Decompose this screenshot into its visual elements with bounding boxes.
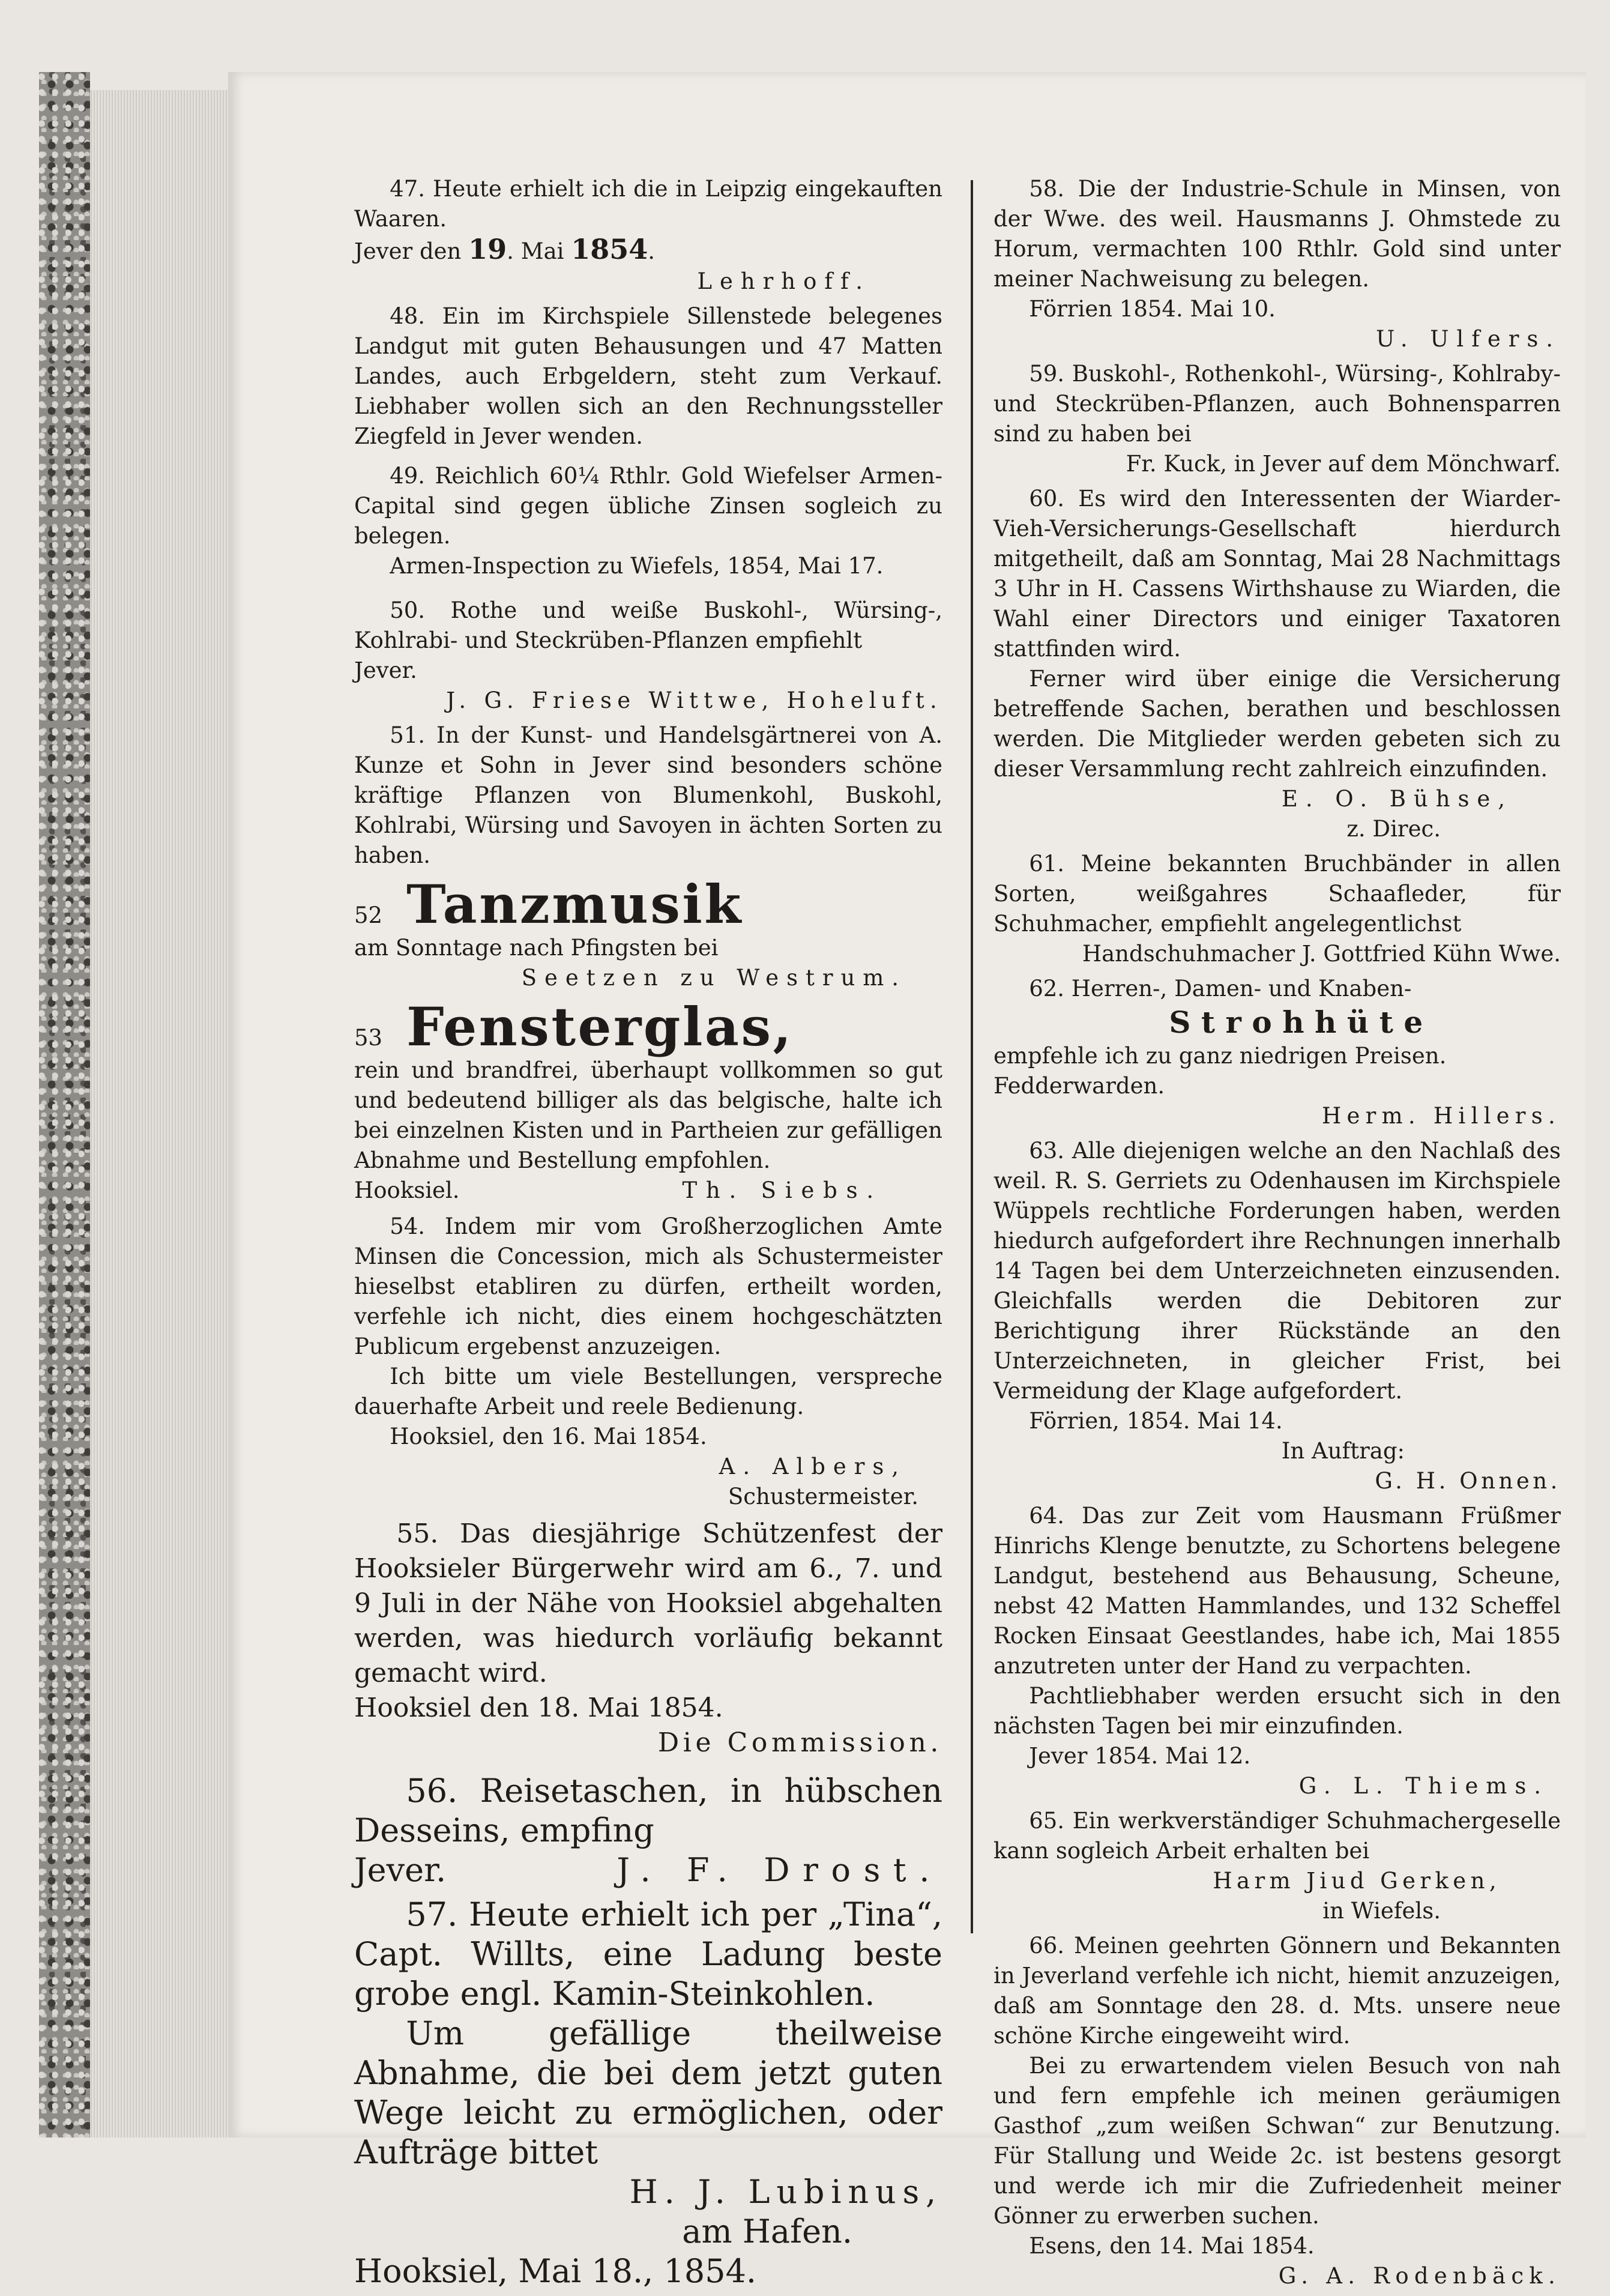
notice-text: 47. Heute erhielt ich die in Leipzig eingekauften Waaren. xyxy=(354,176,942,232)
notice-date: Jever den 19. Mai 1854. xyxy=(354,233,656,265)
notice-56 xyxy=(354,1771,942,1890)
notice-heading: Strohhüte xyxy=(1169,1005,1434,1040)
notice-text-2: Um gefällige theilweise Abnahme, die bei dem jetzt guten Wege leicht zu ermöglichen, oder Aufträge bittet xyxy=(354,2014,942,2171)
column-divider xyxy=(971,180,973,1933)
page-edges xyxy=(90,90,228,2137)
notice-text: 65. Ein werkverständiger Schuhmachergeselle kann sogleich Arbeit erhalten bei xyxy=(993,1808,1561,1864)
notice-date: Förrien, 1854. Mai 14. xyxy=(1029,1408,1283,1434)
notice-heading: Tanzmusik xyxy=(406,873,743,935)
notice-signature-place: in Wiefels. xyxy=(1322,1898,1441,1924)
notice-text: 59. Buskohl-, Rothenkohl-, Würsing-, Kohlraby- und Steckrüben-Pflanzen, auch Bohnensparren sind zu haben bei xyxy=(993,361,1561,447)
notice-63 xyxy=(993,1136,1561,1496)
notice-date: Förrien 1854. Mai 10. xyxy=(1029,296,1276,322)
notice-61 xyxy=(993,849,1561,969)
notice-date: Hooksiel den 18. Mai 1854. xyxy=(354,1693,723,1723)
notice-signature: Fr. Kuck, in Jever auf dem Mönchwarf. xyxy=(1126,451,1561,477)
notice-66 xyxy=(993,1931,1561,2291)
notice-text: 64. Das zur Zeit vom Hausmann Früßmer Hinrichs Klenge benutzte, zu Schortens belegene Landgut, bestehend aus Behausung, Scheune, nebst 42 Matten Hammlandes, und 132 Scheffel Rocken Einsaat Geestlandes, habe ich, Mai 1855 anzutreten unter der Hand zu verpachten. xyxy=(993,1503,1561,1679)
notice-text-2: Ich bitte um viele Bestellungen, verspreche dauerhafte Arbeit und reele Bedienung. xyxy=(354,1364,942,1419)
notice-signature: Lehrhoff. xyxy=(697,268,870,294)
notice-date: Jever 1854. Mai 12. xyxy=(1029,1743,1251,1769)
notice-49 xyxy=(354,461,942,581)
notice-text: 63. Alle diejenigen welche an den Nachlaß des weil. R. S. Gerriets zu Odenhausen im Kirchspiele Wüppels rechtliche Forderungen haben, werden hiedurch aufgefordert ihre Rechnungen innerhalb 14 Tagen bei dem Unterzeichneten einzusenden. Gleichfalls werden die Debitoren zur Berichtigung ihrer Rückstände an den Unterzeichneten, in gleicher Frist, bei Vermeidung der Klage aufgefordert. xyxy=(993,1138,1561,1404)
notice-text: 60. Es wird den Interessenten der Wiarder-Vieh-Versicherungs-Gesellschaft hierdurch mitgetheilt, daß am Sonntag, Mai 28 Nachmittags 3 Uhr in H. Cassens Wirthshause zu Wiarden, die Wahl einer Directors und einiger Taxatoren stattfinden wird. xyxy=(993,486,1561,662)
notice-51 xyxy=(354,721,942,871)
notice-text: 51. In der Kunst- und Handelsgärtnerei von A. Kunze et Sohn in Jever sind besonders schöne kräftige Pflanzen von Blumenkohl, Buskohl, Kohlrabi, Würsing und Savoyen in ächten Sorten zu haben. xyxy=(354,722,942,868)
notice-signature: Die Commission. xyxy=(657,1727,942,1758)
notice-text: 58. Die der Industrie-Schule in Minsen, von der Wwe. des weil. Hausmanns J. Ohmstede zu Horum, vermachten 100 Rthlr. Gold sind unter meiner Nachweisung zu belegen. xyxy=(993,176,1561,292)
notice-text: 57. Heute erhielt ich per „Tina“, Capt. Willts, eine Ladung beste grobe engl. Kamin-Steinkohlen. xyxy=(354,1896,942,2013)
notice-signature: Handschuhmacher J. Gottfried Kühn Wwe. xyxy=(1082,941,1561,967)
notice-signature: G. H. Onnen. xyxy=(1375,1468,1561,1494)
notice-52 xyxy=(354,875,942,993)
notice-text-2: Bei zu erwartendem vielen Besuch von nah und fern empfehle ich meinen geräumigen Gasthof „zum weißen Schwan“ zur Benutzung. Für Stallung und Weide 2c. ist bestens gesorgt und werde ich mir die Zufriedenheit meiner Gönner zu erwerben suchen. xyxy=(993,2053,1561,2229)
notice-text: rein und brandfrei, überhaupt vollkommen so gut und bedeutend billiger als das belgische, halte ich bei einzelnen Kisten und in Partheien zur gefälligen Abnahme und Bestellung empfohlen. xyxy=(354,1057,942,1173)
notice-signature: G. L. Thiems. xyxy=(1298,1773,1549,1799)
notice-text: 66. Meinen geehrten Gönnern und Bekannten in Jeverland verfehle ich nicht, hiemit anzuzeigen, daß am Sonntage den 28. d. Mts. unsere neue schöne Kirche eingeweiht wird. xyxy=(993,1933,1561,2049)
notice-58 xyxy=(993,174,1561,354)
notice-number: 52 xyxy=(354,902,383,928)
notice-place: Fedderwarden. xyxy=(993,1073,1165,1099)
notice-heading: Fensterglas, xyxy=(406,995,794,1058)
notice-text: 49. Reichlich 60¼ Rthlr. Gold Wiefelser Armen-Capital sind gegen übliche Zinsen sogleich zu belegen. xyxy=(354,463,942,549)
notice-47 xyxy=(354,174,942,297)
notice-53 xyxy=(354,995,942,1206)
notice-signature: J. F. Drost. xyxy=(617,1851,942,1889)
notice-62 xyxy=(993,974,1561,1131)
notice-number: 53 xyxy=(354,1025,383,1051)
notice-signature: J. G. Friese Wittwe, Hoheluft. xyxy=(446,687,942,713)
notice-place: Hooksiel. xyxy=(354,1177,460,1203)
notice-text: 50. Rothe und weiße Buskohl-, Würsing-, Kohlrabi- und Steckrüben-Pflanzen empfiehlt xyxy=(354,597,942,653)
notice-text-2: empfehle ich zu ganz niedrigen Preisen. xyxy=(993,1043,1447,1069)
notice-signature: Herm. Hillers. xyxy=(1321,1103,1561,1129)
notice-50 xyxy=(354,596,942,716)
notice-text: 61. Meine bekannten Bruchbänder in allen Sorten, weißgahres Schaafleder, für Schuhmacher, empfiehlt angelegentlichst xyxy=(993,851,1561,937)
notice-signature: Harm Jiud Gerken, xyxy=(1213,1868,1501,1894)
notice-48 xyxy=(354,301,942,452)
notice-signature: Th. Siebs. xyxy=(682,1177,882,1203)
notice-signature-address: am Hafen. xyxy=(682,2213,852,2250)
notice-55 xyxy=(354,1517,942,1760)
left-column xyxy=(354,174,942,2296)
right-column xyxy=(993,174,1561,2296)
notice-text: 48. Ein im Kirchspiele Sillenstede belegenes Landgut mit guten Behausungen und 47 Matten Landes, auch Erbgeldern, steht zum Verkauf. Liebhaber wollen sich an den Rechnungssteller Ziegfeld in Jever wenden. xyxy=(354,303,942,449)
notice-date: Hooksiel, den 16. Mai 1854. xyxy=(390,1424,707,1449)
notice-60 xyxy=(993,484,1561,844)
notice-65 xyxy=(993,1806,1561,1926)
notice-signature: E. O. Bühse, xyxy=(1281,786,1513,812)
notice-signature: G. A. Rodenbäck. xyxy=(1278,2263,1561,2289)
notice-signature: Armen-Inspection zu Wiefels, 1854, Mai 17. xyxy=(390,553,884,579)
notice-text: 55. Das diesjährige Schützenfest der Hooksieler Bürgerwehr wird am 6., 7. und 9 Juli in der Nähe von Hooksiel abgehalten werden, was hiedurch vorläufig bekannt gemacht wird. xyxy=(354,1518,942,1688)
notice-64 xyxy=(993,1501,1561,1801)
notice-text: 54. Indem mir vom Großherzoglichen Amte Minsen die Concession, mich als Schustermeister hieselbst etabliren zu dürfen, ertheilt worden, verfehle ich nicht, dies einem hochgeschätzten Publicum ergebenst anzuzeigen. xyxy=(354,1213,942,1359)
notice-date: Esens, den 14. Mai 1854. xyxy=(1029,2233,1315,2259)
notice-text: 62. Herren-, Damen- und Knaben- xyxy=(1029,976,1412,1001)
notice-text-2: Pachtliebhaber werden ersucht sich in den nächsten Tagen bei mir einzufinden. xyxy=(993,1683,1561,1739)
notice-place: Jever. xyxy=(354,1851,447,1889)
notice-signature: A. Albers, xyxy=(719,1454,906,1479)
notice-54 xyxy=(354,1212,942,1512)
notice-place: Jever. xyxy=(354,657,417,683)
notice-59 xyxy=(993,359,1561,479)
notice-text-2: Ferner wird über einige die Versicherung betreffende Sachen, berathen und beschlossen werden. Die Mitglieder werden gebeten sich zu dieser Versammlung recht zahlreich einzufinden. xyxy=(993,666,1561,782)
notice-57 xyxy=(354,1895,942,2291)
notice-signature-title: z. Direc. xyxy=(1346,816,1441,842)
notice-signature: Seetzen zu Westrum. xyxy=(521,965,906,991)
notice-signature: H. J. Lubinus, xyxy=(629,2173,942,2211)
notice-signature: U. Ulfers. xyxy=(1376,326,1561,352)
notice-signature-prefix: In Auftrag: xyxy=(1281,1438,1405,1464)
book-binding xyxy=(39,72,90,2137)
notice-signature-title: Schustermeister. xyxy=(728,1484,918,1509)
notice-date: Hooksiel, Mai 18., 1854. xyxy=(354,2252,757,2290)
notice-text: am Sonntage nach Pfingsten bei xyxy=(354,935,719,961)
notice-text: 56. Reisetaschen, in hübschen Desseins, empfing xyxy=(354,1772,942,1849)
